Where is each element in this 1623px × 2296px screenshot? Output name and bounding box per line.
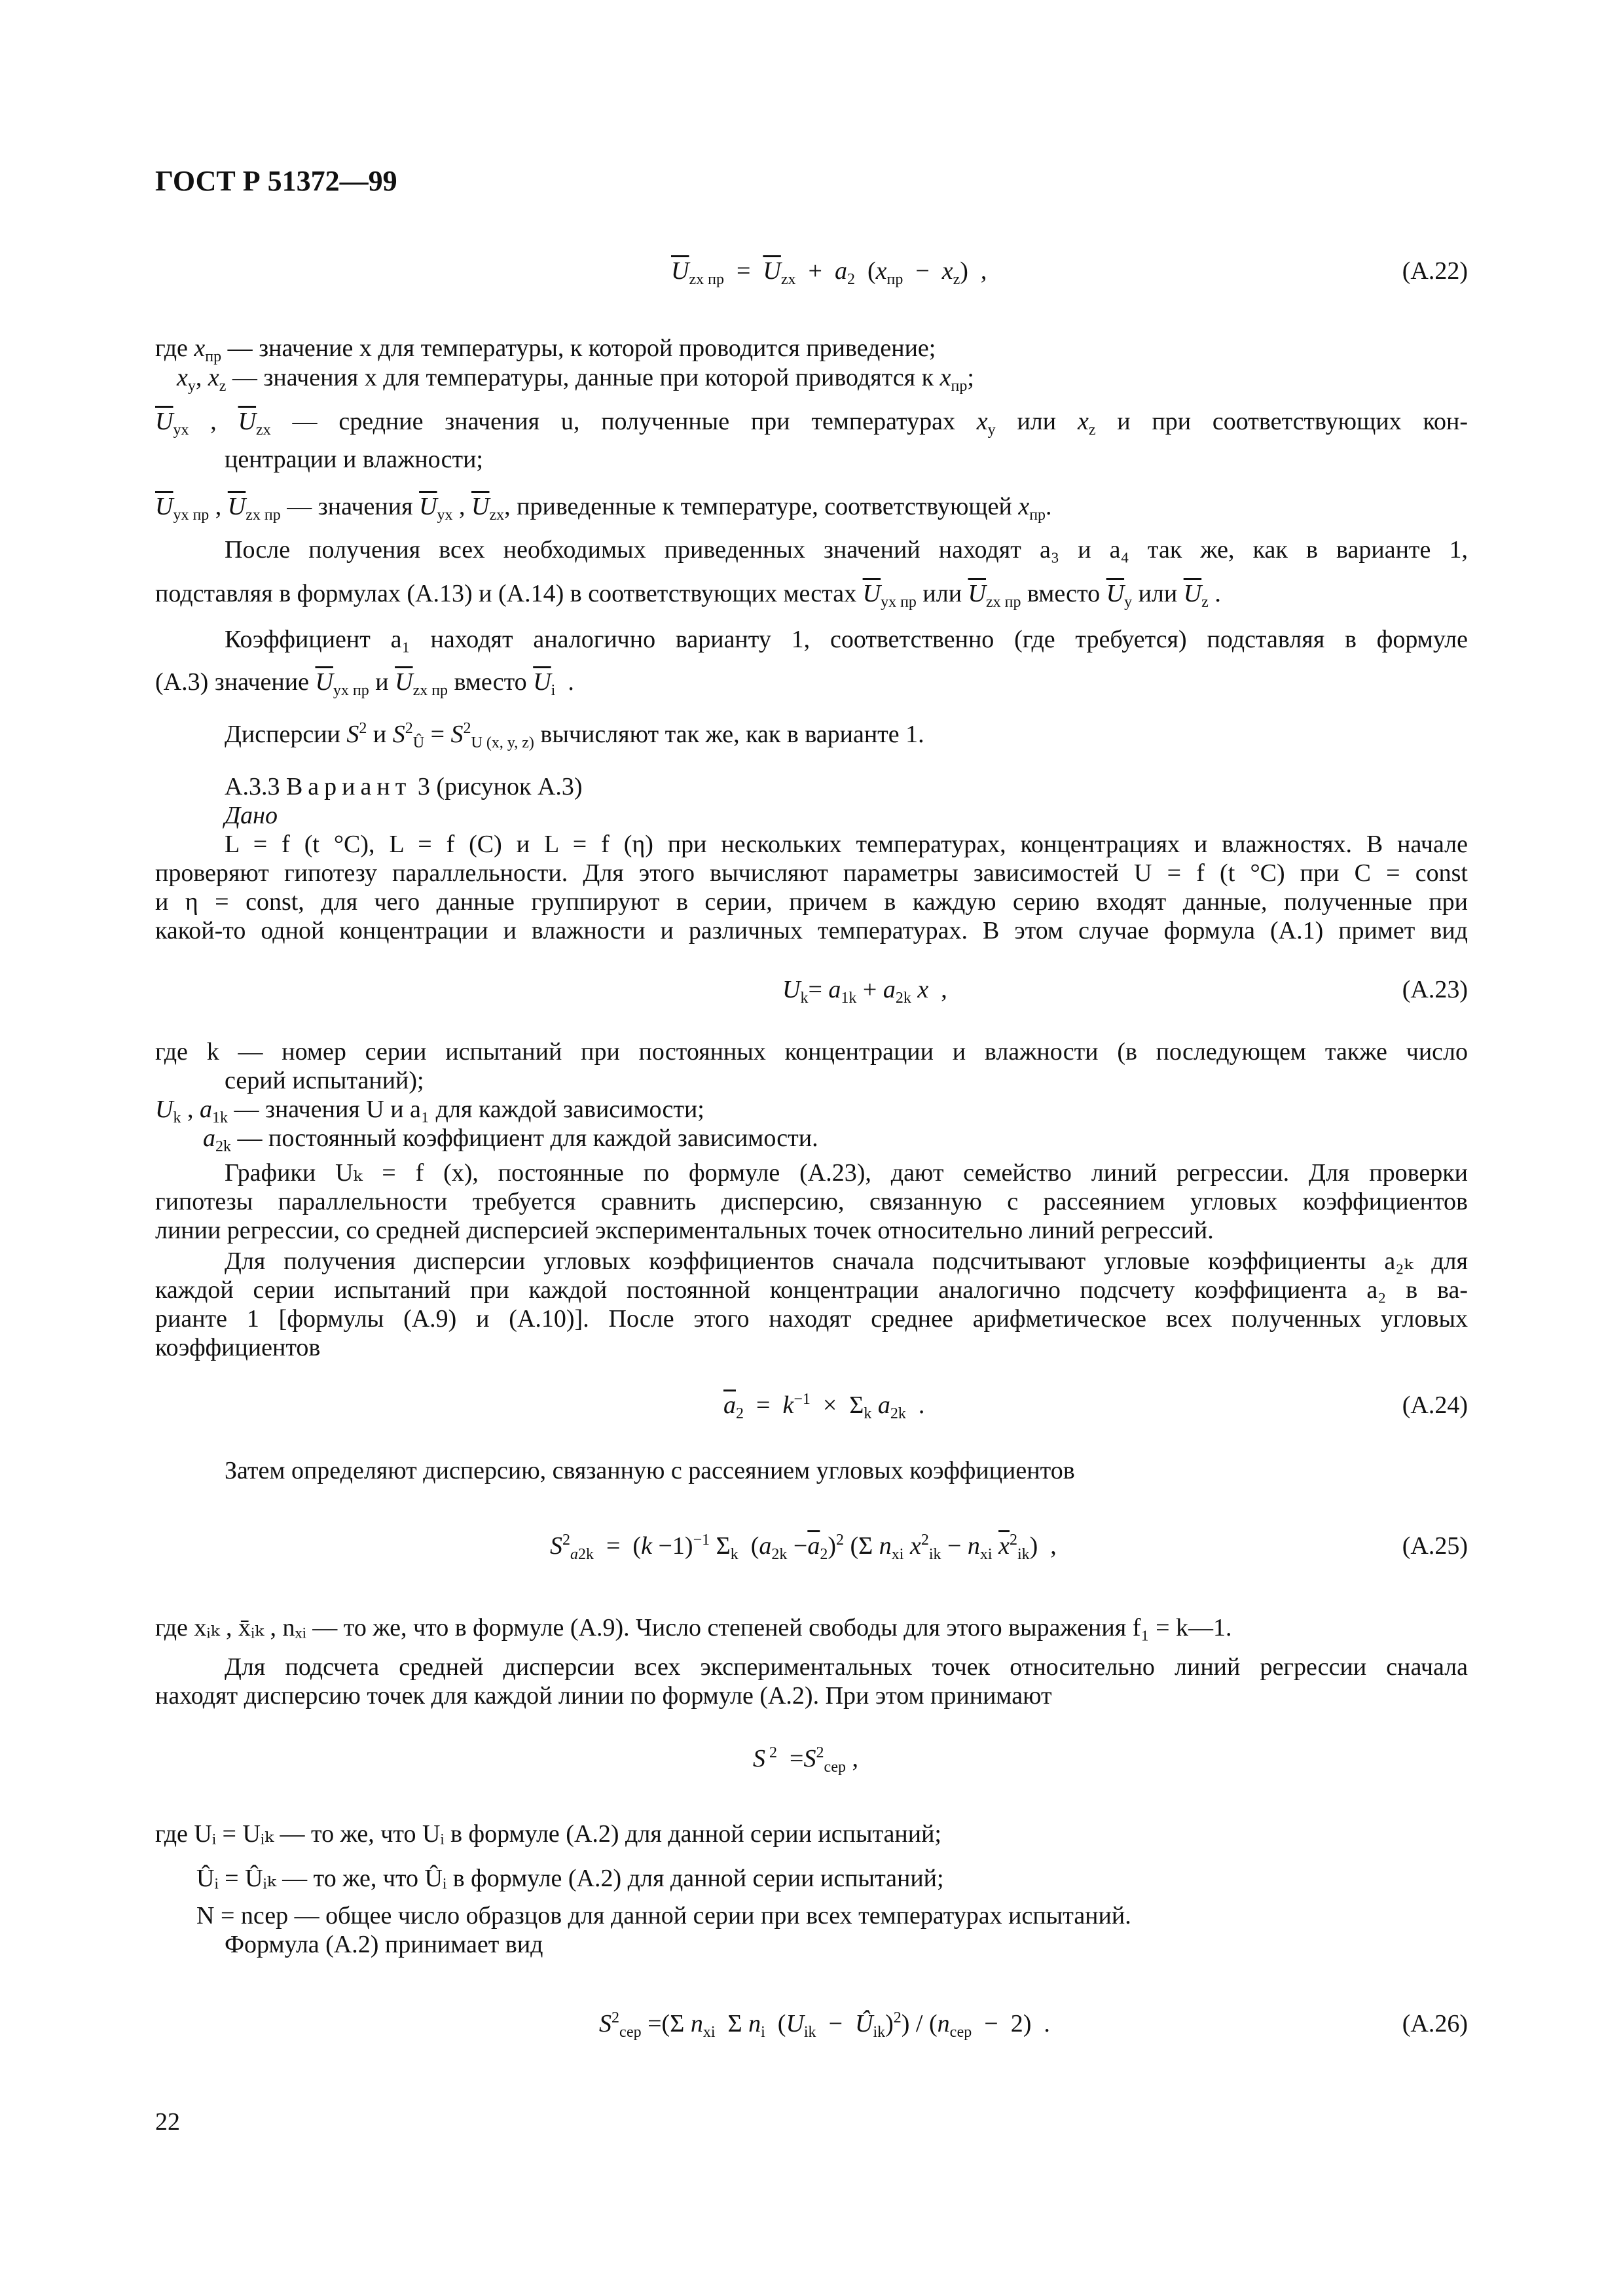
equation-number-a24: (А.24) [1402,1391,1468,1419]
paragraph-6-line-3: рианте 1 [формулы (А.9) и (А.10)]. После этого находят среднее арифметическое всех полученных угловых [155,1305,1468,1333]
section-a333-heading: А.3.3 Вариант 3 (рисунок А.3) [225,773,583,800]
def-uhat: Ûᵢ = Ûᵢₖ — то же, что Ûᵢ в формуле (А.2) для данной серии испытаний; [196,1865,944,1892]
def-u-avg: $\overline{U}_{yx}$ , $\overline{U}_{zx}$ — средние значения u, полученные при температурах $x_y$ или $x_z$ и при соответствующих кон- [155,408,1468,439]
paragraph-1-line-2: подставляя в формулах (А.13) и (А.14) в соответствующих местах $\overline{U}_{yx пр}$ или $\overline{U}_{zx пр}$ вместо $\overline{U}_y$ или $\overline{U}_z$ . [155,580,1221,611]
def-k: где k — номер серии испытаний при постоянных концентрации и влажности (в последующем также число [155,1038,1468,1066]
paragraph-6-line-4: коэффициентов [155,1334,321,1361]
equation-number-a26: (А.26) [1402,2010,1468,2037]
equation-number-a22: (А.22) [1402,257,1468,285]
paragraph-4-line-2: проверяют гипотезу параллельности. Для этого вычисляют параметры зависимостей U = f (t °C) при C = const [155,859,1468,887]
paragraph-4-line-3: и η = const, для чего данные группируют в серии, причем в каждую серию входят данные, полученные при [155,888,1468,916]
given-label: Дано [225,802,278,829]
equation-a25: $S^2_{a2k} = (k -1)^{-1}$ $\Sigma_k$ $(a_{2k} -\overline{a}_2)^2$ (Σ $n_{xi}$ $x^2_{ik} - n_{xi}$ $\overline{x}^2_{ik}$) , [550,1532,1057,1563]
paragraph-3: Дисперсии $S^2$ и $S^2_Û = S^2_{U (x, y, z)}$ вычисляют так же, как в варианте 1. [225,720,924,751]
paragraph-4-line-4: какой-то одной концентрации и влажности и различных температурах. В этом случае формула (А.1) примет вид [155,917,1468,944]
paragraph-2-line-1: Коэффициент a₁ находят аналогично варианту 1, соответственно (где требуется) подставляя в формуле [225,626,1468,653]
paragraph-2-line-2: (А.3) значение $\overline{U}_{yx пр}$ и $\overline{U}_{zx пр}$ вместо $\overline{U}_i$ . [155,668,574,699]
def-xy-xz: $x_y$, $x_z$ — значения x для температуры, данные при которой приводятся к $x_{пр}$; [177,364,974,395]
def-n: N = nсер — общее число образцов для данной серии при всех температурах испытаний. [196,1902,1131,1929]
paragraph-5-line-1: Графики Uₖ = f (x), постоянные по формуле (А.23), дают семейство линий регрессии. Для проверки [225,1159,1468,1187]
def-uk: $U_k$ , $a_{1k}$ — значения U и a₁ для каждой зависимости; [155,1096,704,1126]
def-ui: где Uᵢ = Uᵢₖ — то же, что Uᵢ в формуле (А.2) для данной серии испытаний; [155,1820,941,1848]
def-u-avg-cont: центрации и влажности; [225,446,483,473]
paragraph-6-line-2: каждой серии испытаний при каждой постоянной концентрации аналогично подсчету коэффициента a₂ в ва- [155,1276,1468,1304]
paragraph-5-line-3: линии регрессии, со средней дисперсией экспериментальных точек относительно линий регрессий. [155,1217,1214,1244]
equation-s2-ser: S $^2 =S^2_{сер}$ , [753,1744,859,1776]
def-a2k: $a_{2k}$ — постоянный коэффициент для каждой зависимости. [203,1124,818,1155]
equation-number-a23: (А.23) [1402,976,1468,1003]
paragraph-4-line-1: L = f (t °C), L = f (C) и L = f (η) при нескольких температурах, концентрациях и влажностях. В начале [225,831,1468,858]
def-xpr: где $x_{пр}$ — значение x для температуры, к которой проводится приведение; [155,334,936,365]
equation-a24: $\overline{a}_2 = k^{-1} \times \Sigma_k$ $a_{2k}$ . [723,1391,925,1422]
paragraph-5-line-2: гипотезы параллельности требуется сравнить дисперсию, связанную с рассеянием угловых коэффициентов [155,1188,1468,1215]
paragraph-10: Формула (А.2) принимает вид [225,1931,543,1958]
equation-a22: $\overline{U}_{zx пр} = \overline{U}_{zx} + a_2$ $(x_{пр} - x_z)$ , [671,257,987,288]
equation-a26: $S^2_{сер} =(\Sigma$ $n_{xi}$ Σ $n_i$ ($U_{ik}$ − $Û_{ik})^2) / (n_{сер} - 2)$ . [599,2009,1050,2041]
document-header: ГОСТ Р 51372—99 [155,165,397,197]
paragraph-9-line-1: Для подсчета средней дисперсии всех экспериментальных точек относительно линий регрессии сначала [225,1653,1468,1681]
equation-a23: $U_k= a_{1k} + a_{2k}$ x , [782,976,947,1007]
paragraph-6-line-1: Для получения дисперсии угловых коэффициентов сначала подсчитывают угловые коэффициенты a₂ₖ для [225,1247,1468,1275]
paragraph-7: Затем определяют дисперсию, связанную с рассеянием угловых коэффициентов [225,1457,1075,1484]
paragraph-1-line-1: После получения всех необходимых приведенных значений находят a₃ и a₄ так же, как в варианте 1, [225,536,1468,564]
paragraph-9-line-2: находят дисперсию точек для каждой линии по формуле (А.2). При этом принимают [155,1682,1052,1710]
def-u-pr: $\overline{U}_{yx пр}$ , $\overline{U}_{zx пр}$ — значения $\overline{U}_{yx}$ , $\overline{U}_{zx}$, приведенные к температуре, соответствующей $x_{пр}$. [155,493,1052,524]
page-number: 22 [155,2108,180,2136]
equation-number-a25: (А.25) [1402,1532,1468,1560]
def-k-cont: серий испытаний); [225,1067,424,1094]
paragraph-8: где xᵢₖ , x̄ᵢₖ , nₓᵢ — то же, что в формуле (А.9). Число степеней свободы для этого выражения f₁ = k—1. [155,1614,1232,1641]
